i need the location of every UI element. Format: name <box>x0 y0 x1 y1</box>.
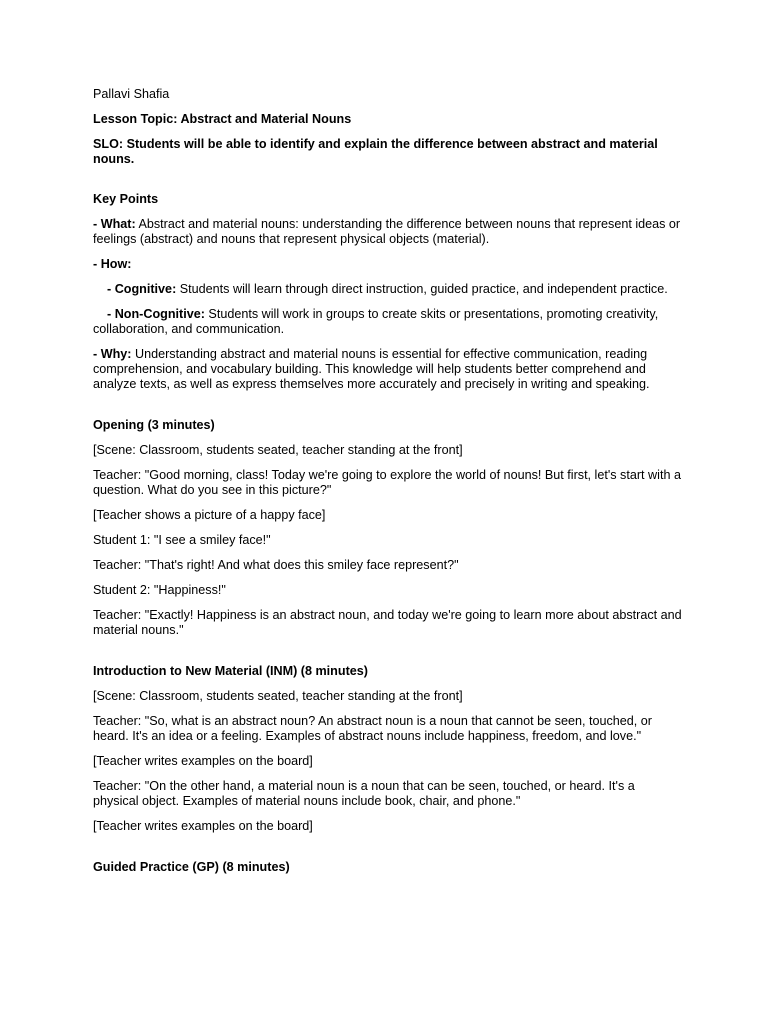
inm-line: [Scene: Classroom, students seated, teacher standing at the front] <box>93 689 463 703</box>
why-text: Understanding abstract and material nouns is essential for effective communication, reading comprehension, and vocabulary building. This knowledge will help students better comprehend and analyze texts, as well as express themselves more accurately and precisely in writing and speaking. <box>93 347 650 391</box>
key-point-why <box>93 347 683 392</box>
opening-line: Student 2: "Happiness!" <box>93 583 226 597</box>
author-name: Pallavi Shafia <box>93 87 170 101</box>
inm-line: Teacher: "On the other hand, a material noun is a noun that can be seen, touched, or heard. It's a physical object. Examples of material nouns include book, chair, and phone." <box>93 779 635 808</box>
key-point-cognitive <box>93 282 683 297</box>
noncognitive-label: - Non-Cognitive: <box>107 307 205 321</box>
opening-line: [Scene: Classroom, students seated, teacher standing at the front] <box>93 443 463 457</box>
opening-line: Teacher: "That's right! And what does this smiley face represent?" <box>93 558 459 572</box>
opening-line: Teacher: "Good morning, class! Today we're going to explore the world of nouns! But first, let's start with a question. What do you see in this picture?" <box>93 468 681 497</box>
spacer <box>93 402 683 418</box>
spacer <box>93 844 683 860</box>
spacer <box>93 177 683 192</box>
inm-line: Teacher: "So, what is an abstract noun? An abstract noun is a noun that cannot be seen, touched, or heard. It's an idea or a feeling. Examples of abstract nouns include happiness, freedom, and love." <box>93 714 652 743</box>
key-point-what <box>93 217 683 247</box>
lesson-topic: Lesson Topic: Abstract and Material Nouns <box>93 112 352 126</box>
opening-heading: Opening (3 minutes) <box>93 418 215 432</box>
inm-heading: Introduction to New Material (INM) (8 minutes) <box>93 664 368 678</box>
opening-line: Student 1: "I see a smiley face!" <box>93 533 271 547</box>
noncognitive-text: Students will work in groups to create skits or presentations, promoting creativity, collaboration, and communication. <box>93 307 659 336</box>
guided-practice-heading: Guided Practice (GP) (8 minutes) <box>93 860 290 874</box>
why-label: - Why: <box>93 347 132 361</box>
cognitive-text: Students will learn through direct instruction, guided practice, and independent practice. <box>176 282 668 296</box>
inm-line: [Teacher writes examples on the board] <box>93 819 313 833</box>
how-label: - How: <box>93 257 132 271</box>
spacer <box>93 648 683 664</box>
document-page <box>93 87 683 885</box>
key-point-noncognitive <box>93 307 683 337</box>
key-points-heading: Key Points <box>93 192 159 206</box>
opening-line: [Teacher shows a picture of a happy face] <box>93 508 326 522</box>
slo-statement: SLO: Students will be able to identify and explain the difference between abstract and material nouns. <box>93 137 658 166</box>
what-text: Abstract and material nouns: understanding the difference between nouns that represent ideas or feelings (abstract) and nouns that represent physical objects (material). <box>93 217 681 246</box>
cognitive-label: - Cognitive: <box>107 282 177 296</box>
what-label: - What: <box>93 217 136 231</box>
inm-line: [Teacher writes examples on the board] <box>93 754 313 768</box>
opening-line: Teacher: "Exactly! Happiness is an abstract noun, and today we're going to learn more about abstract and material nouns." <box>93 608 682 637</box>
